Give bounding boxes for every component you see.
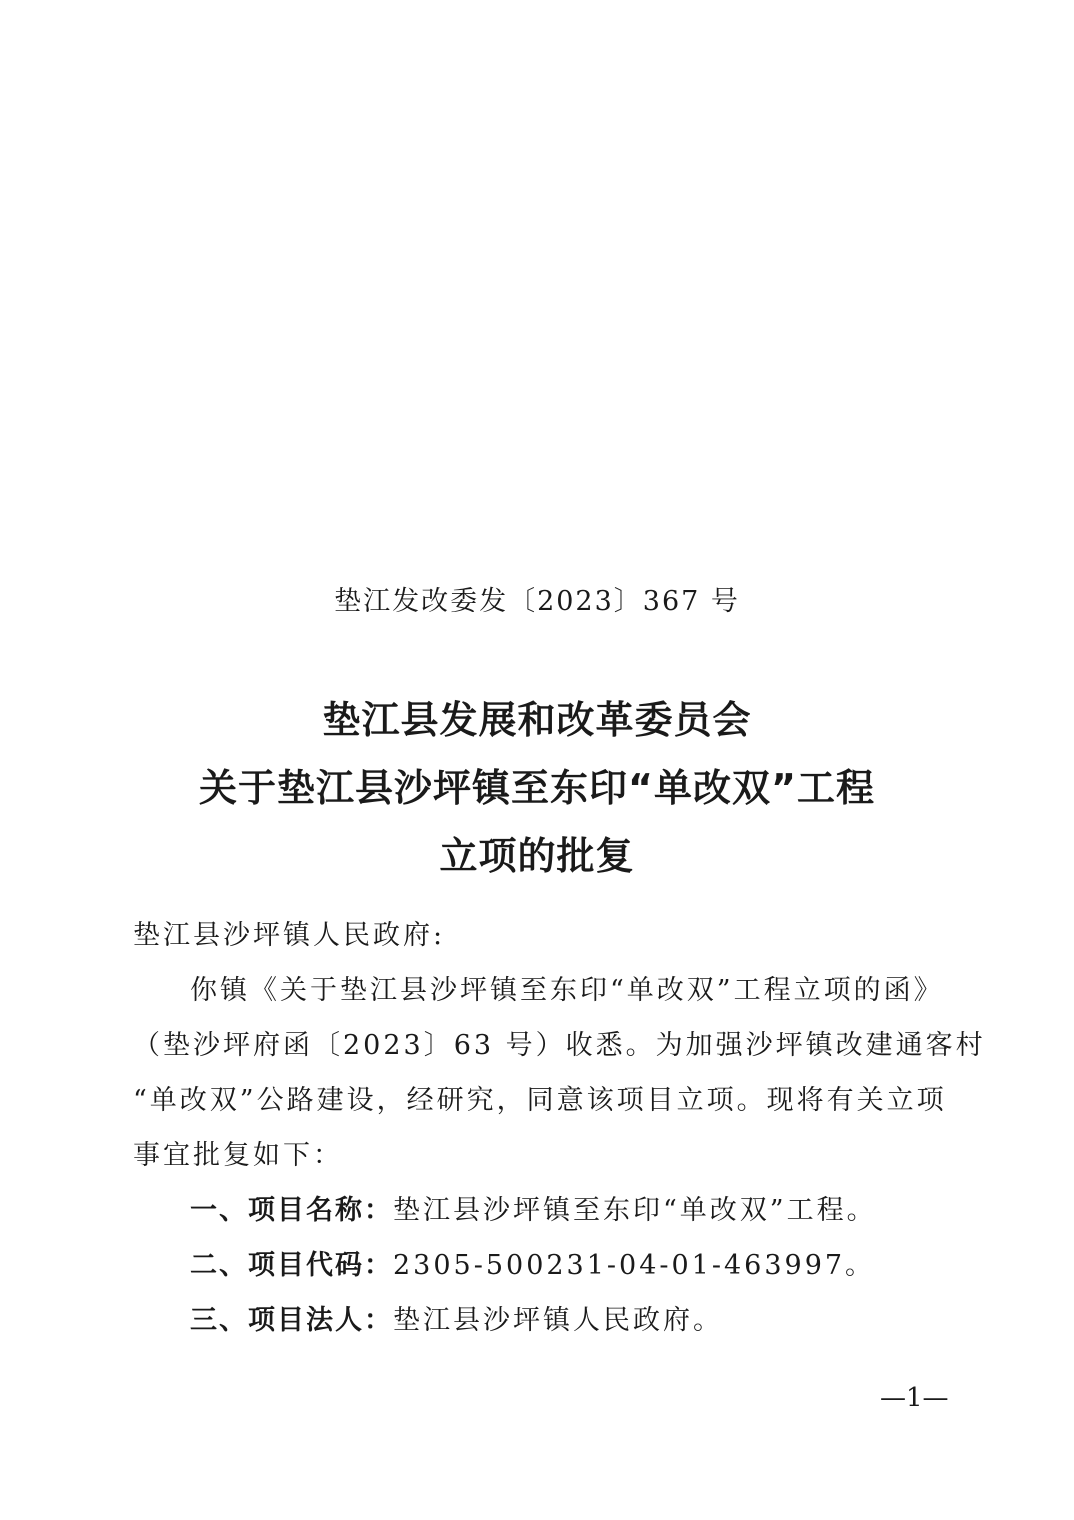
body-line-3: “单改双”公路建设，经研究，同意该项目立项。现将有关立项	[133, 1085, 947, 1116]
item-project-code	[133, 1238, 933, 1293]
body-line-1: 你镇《关于垫江县沙坪镇至东印“单改双”工程立项的函》	[190, 975, 944, 1006]
item-value: 垫江县沙坪镇至东印“单改双”工程。	[393, 1195, 877, 1226]
page-number: —1—	[880, 1383, 949, 1413]
recipient: 垫江县沙坪镇人民政府:	[133, 920, 446, 951]
item-label: 三、项目法人：	[190, 1305, 393, 1336]
title-line-2: 关于垫江县沙坪镇至东印“单改双”工程	[199, 766, 875, 810]
item-project-name	[133, 1183, 933, 1238]
document-body	[133, 908, 986, 1348]
document-title	[0, 686, 1074, 890]
item-project-legal-person	[133, 1293, 933, 1348]
item-value: 2305-500231-04-01-463997。	[393, 1250, 876, 1281]
body-line-2: （垫沙坪府函〔2023〕63 号）收悉。为加强沙坪镇改建通客村	[133, 1030, 986, 1061]
body-line-4: 事宜批复如下：	[133, 1140, 343, 1171]
document-number: 垫江发改委发〔2023〕367 号	[334, 586, 740, 617]
item-label: 二、项目代码：	[190, 1250, 393, 1281]
title-line-3: 立项的批复	[439, 834, 635, 878]
title-line-1: 垫江县发展和改革委员会	[322, 698, 752, 742]
item-value: 垫江县沙坪镇人民政府。	[393, 1305, 723, 1336]
item-label: 一、项目名称：	[190, 1195, 393, 1226]
